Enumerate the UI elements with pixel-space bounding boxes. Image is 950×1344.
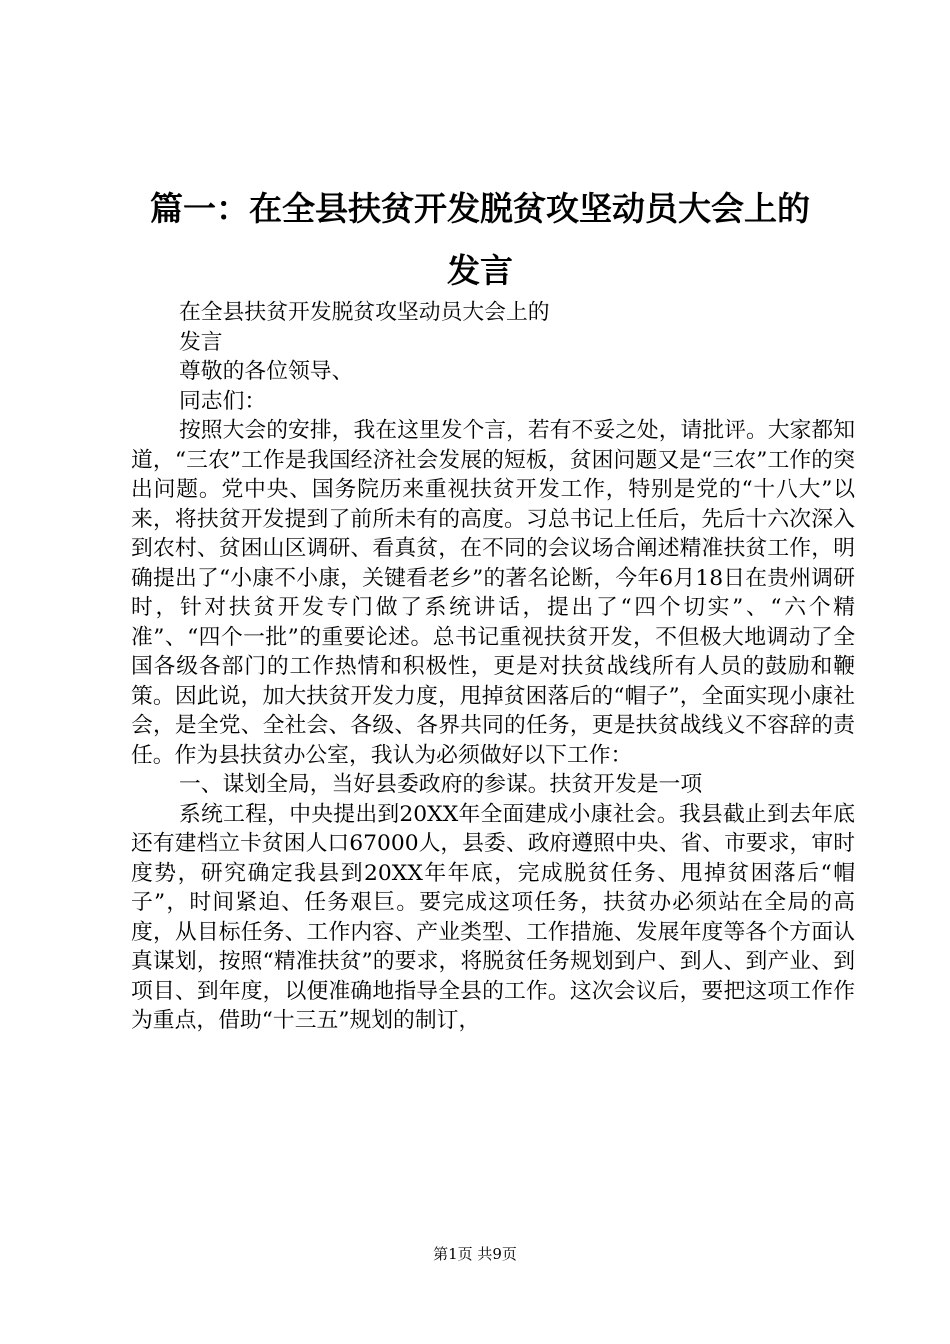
title-line-1: 篇一：在全县扶贫开发脱贫攻坚动员大会上的 bbox=[150, 189, 810, 228]
document-title bbox=[120, 178, 840, 302]
paragraph-salutation-1: 尊敬的各位领导、 bbox=[179, 359, 354, 384]
paragraph-subtitle-1: 在全县扶贫开发脱贫攻坚动员大会上的 bbox=[179, 300, 550, 325]
paragraph-subtitle-2: 发言 bbox=[179, 329, 223, 355]
document-body bbox=[131, 298, 855, 1036]
title-line-2: 发言 bbox=[447, 251, 513, 290]
paragraph-section-heading: 一、谋划全局，当好县委政府的参谋。扶贫开发是一项 bbox=[179, 772, 703, 797]
paragraph-intro: 按照大会的安排，我在这里发个言，若有不妥之处，请批评。大家都知道，“三农”工作是我国经济社会发展的短板，贫困问题又是“三农”工作的突出问题。党中央、国务院历来重视扶贫开发工作，特别是党的“十八大”以来，将扶贫开发提到了前所未有的高度。习总书记上任后，先后十六次深入到农村、贫困山区调研、看真贫，在不同的会议场合阐述精准扶贫工作，明确提出了“小康不小康，关键看老乡”的著名论断，今年6月18日在贵州调研时，针对扶贫开发专门做了系统讲话，提出了“四个切实”、“六个精准”、“四个一批”的重要论述。总书记重视扶贫开发，不但极大地调动了全国各级各部门的工作热情和积极性，更是对扶贫战线所有人员的鼓励和鞭策。因此说，加大扶贫开发力度，甩掉贫困落后的“帽子”，全面实现小康社会，是全党、全社会、各级、各界共同的任务，更是扶贫战线义不容辞的责任。作为县扶贫办公室，我认为必须做好以下工作： bbox=[131, 418, 855, 768]
paragraph-section-body: 系统工程，中央提出到20XX年全面建成小康社会。我县截止到去年底还有建档立卡贫困人口67000人，县委、政府遵照中央、省、市要求，审时度势，研究确定我县到20XX年年底，完成脱贫任务、甩掉贫困落后“帽子”，时间紧迫、任务艰巨。要完成这项任务，扶贫办必须站在全局的高度，从目标任务、工作内容、产业类型、工作措施、发展年度等各个方面认真谋划，按照“精准扶贫”的要求，将脱贫任务规划到户、到人、到产业、到项目、到年度，以便准确地指导全县的工作。这次会议后，要把这项工作作为重点，借助“十三五”规划的制订， bbox=[131, 801, 855, 1033]
page-footer: 第1页 共9页 bbox=[433, 1245, 517, 1263]
paragraph-salutation-2: 同志们： bbox=[179, 388, 267, 414]
